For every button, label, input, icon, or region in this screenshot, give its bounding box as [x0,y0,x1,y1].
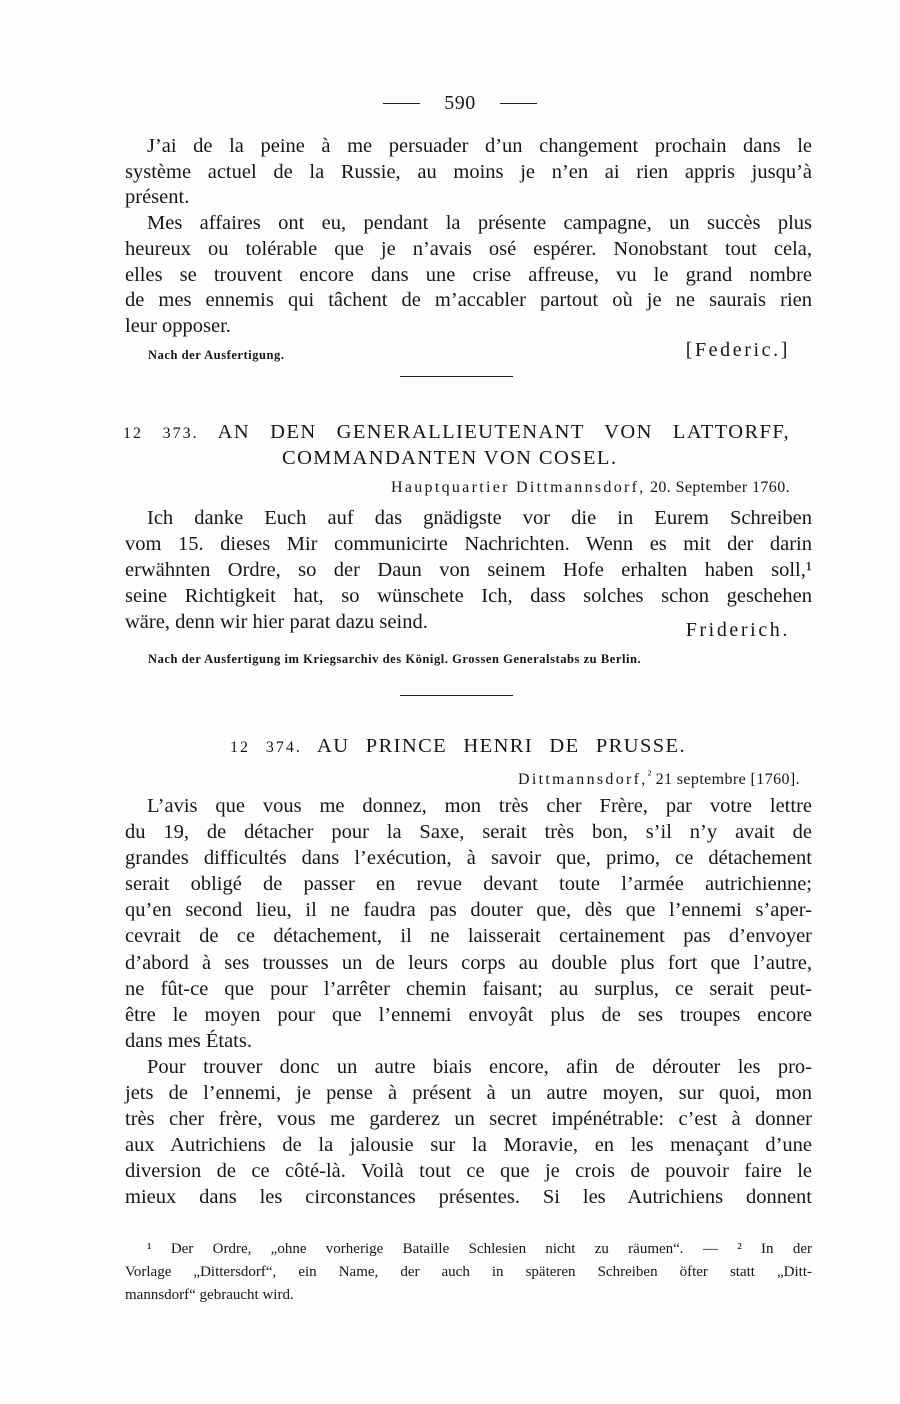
text-line: dans mes États. [125,1029,252,1052]
source-note: Nach der Ausfertigung. [148,348,285,362]
addressee-line-2: COMMANDANTEN VON COSEL. [282,447,618,469]
text-line: d’abord à ses trousses un de leurs corps au double plus fort que l’autre, [125,951,812,974]
text-line: de mes ennemis qui tâchent de m’accabler partout où je ne saurais rien [125,289,812,312]
date-value: 20. September 1760. [649,479,790,496]
signature: [Federic.] [685,339,790,361]
text-line: diversion de ce côté-là. Voilà tout ce que je crois de pouvoir faire le [125,1160,812,1183]
left-dash [383,103,420,104]
text-line: être le moyen pour que l’ennemi envoyât plus de ses troupes encore [125,1003,812,1026]
date-value: 21 septembre [1760]. [655,771,800,788]
footnotes [125,1238,812,1307]
text-line: elles se trouvent encore dans une crise affreuse, vu le grand nombre [125,263,812,286]
text-line: erwähnten Ordre, so der Daun von seinem Hofe erhalten haben soll,¹ [125,559,812,581]
text-line: jets de l’ennemi, je pense à présent à un autre moyen, sur quoi, mon [125,1082,812,1105]
text-line: leur opposer. [125,314,231,337]
text-line: serait obligé de passer en revue devant toute l’armée autrichienne; [125,873,812,896]
addressee: AU PRINCE HENRI DE PRUSSE. [317,735,687,757]
text-line: Mes affaires ont eu, pendant la présente campagne, un succès plus [147,212,812,235]
page-number: 590 [444,92,476,114]
letter-heading [123,419,790,447]
date-place: Dittmannsdorf, [518,771,648,788]
text-line: grandes difficultés dans l’exécution, à savoir que, primo, ce détachement [125,847,812,870]
letter-heading [230,733,686,761]
source-note: Nach der Ausfertigung im Kriegsarchiv des Königl. Grossen Generalstabs zu Berlin. [148,652,642,666]
text-line: mieux dans les circonstances présentes. Si les Autrichiens donnent [125,1186,812,1209]
text-line: système actuel de la Russie, au moins je n’en ai rien appris jusqu’à [125,160,812,183]
footnote-line: Vorlage „Dittersdorf“, ein Name, der auch in späteren Schreiben öfter statt „Ditt- [125,1264,812,1280]
letter-date [391,477,790,499]
text-line: seine Richtigkeit hat, so wünschete Ich, dass solches schon geschehen [125,585,812,607]
footnote-line: ¹ Der Ordre, „ohne vorherige Bataille Schlesien nicht zu räumen“. — ² In der [147,1241,812,1257]
text-line: wäre, denn wir hier parat dazu seind. [125,611,428,633]
letter-date [518,764,800,791]
signature: Friderich. [685,619,790,641]
text-line: du 19, de détacher pour la Saxe, serait très bon, s’il n’y avait de [125,821,812,844]
letter-body [125,505,812,635]
text-line: qu’en second lieu, il ne faudra pas douter que, dès que l’ennemi s’aper- [125,899,812,922]
text-line: J’ai de la peine à me persuader d’un changement prochain dans le [147,135,812,157]
text-line: L’avis que vous me donnez, mon très cher Frère, par votre lettre [147,795,812,817]
text-line: vom 15. dieses Mir communicirte Nachrichten. Wenn es mit der darin [125,533,812,555]
section-divider [400,695,513,696]
section-divider [400,376,513,377]
addressee: AN DEN GENERALLIEUTENANT VON LATTORFF, [217,421,791,443]
footnote-line: mannsdorf“ gebraucht wird. [125,1287,294,1303]
previous-letter-text [125,134,812,340]
date-place: Hauptquartier Dittmannsdorf, [390,479,646,496]
text-line: aux Autrichiens de la jalousie sur la Moravie, en les menaçant d’une [125,1134,812,1157]
letter-number: 12 373. [123,425,199,442]
text-line: présent. [125,186,190,209]
text-line: heureux ou tolérable que je n’avais osé espérer. Nonobstant tout cela, [125,237,812,260]
text-line: Ich danke Euch auf das gnädigste vor die in Eurem Schreiben [147,507,812,529]
letter-number: 12 374. [230,739,302,756]
page-number-header [383,90,537,116]
text-line: Pour trouver donc un autre biais encore, afin de dérouter les pro- [147,1055,812,1078]
right-dash [500,103,537,104]
text-line: très cher frère, vous me garderez un secret impénétrable: c’est à donner [125,1108,812,1131]
text-line: cevrait de ce détachement, il ne laisserait certainement pas d’envoyer [125,925,812,948]
footnote-marker: ² [647,768,652,782]
text-line: ne fût-ce que pour l’arrêter chemin faisant; au surplus, ce serait peut- [125,977,812,1000]
letter-body [125,793,812,1211]
